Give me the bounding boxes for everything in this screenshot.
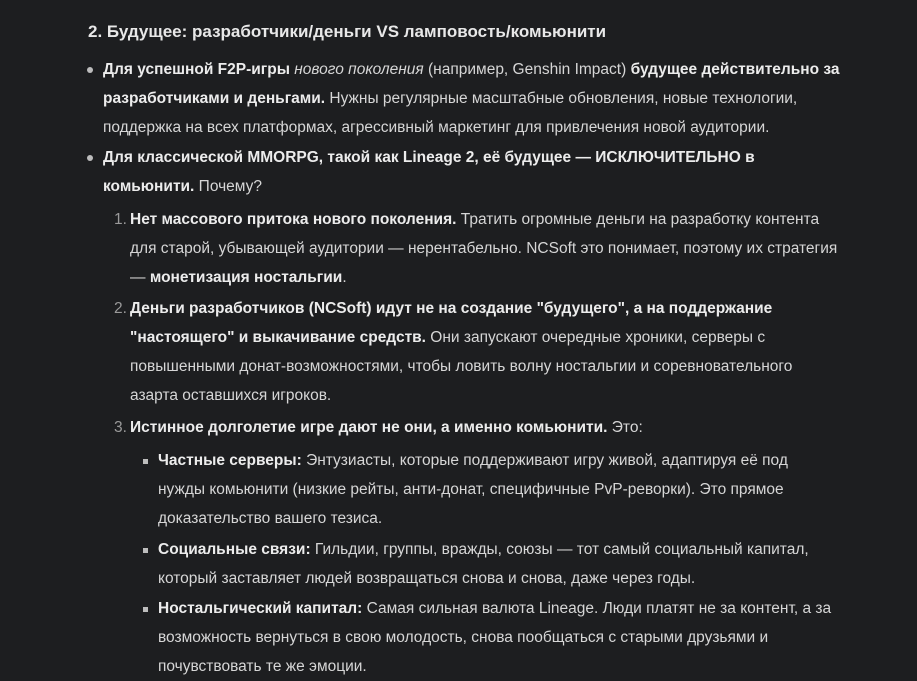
- sub-list-item: Частные серверы: Энтузиасты, которые поддерживают игру живой, адаптируя её под нужды комьюнити (низкие рейты, анти-донат, специфичные PvP-реворки). Это прямое доказательство вашего тезиса.: [158, 452, 788, 527]
- square-bullet: [143, 548, 148, 553]
- bold-text: монетизация ностальгии: [149, 269, 343, 286]
- bold-text: будущее действительно за разработчиками и деньгами.: [103, 61, 840, 107]
- numbered-item: Нет массового притока нового поколения. Тратить огромные деньги на разработку контента для старой, убывающей аудитории — нерентабельно. NCSoft это понимает, поэтому их стратегия — монетизация ностальгии.: [130, 211, 838, 286]
- bold-text: Истинное долголетие игре дают не они, а именно комьюнити.: [130, 419, 608, 436]
- bold-text: Деньги разработчиков (NCSoft) идут не на создание "будущего", а на поддержание "настоящего" и выкачивание средств.: [130, 300, 773, 346]
- bold-text: Социальные связи:: [158, 541, 311, 558]
- list-number: 1.: [114, 211, 127, 228]
- italic-text: нового поколения: [294, 61, 424, 78]
- section-heading: 2. Будущее: разработчики/деньги VS ламповость/комьюнити: [88, 22, 607, 41]
- bold-text: Нет массового притока нового поколения.: [130, 211, 457, 228]
- list-item: Для успешной F2P-игры нового поколения (например, Genshin Impact) будущее действительно за разработчиками и деньгами. Нужны регулярные масштабные обновления, новые технологии, поддержка на всех платформах, агрессивный маркетинг для привлечения новой аудитории.: [103, 61, 840, 136]
- sub-list-item: Ностальгический капитал: Самая сильная валюта Lineage. Люди платят не за контент, а за возможность вернуться в свою молодость, снова пообщаться с старыми друзьями и почувствовать те же эмоции.: [158, 600, 832, 675]
- numbered-item: Деньги разработчиков (NCSoft) идут не на создание "будущего", а на поддержание "настоящего" и выкачивание средств. Они запускают очередные хроники, серверы с повышенными донат-возможностями, чтобы ловить волну ностальгии и соревновательного азарта оставшихся игроков.: [130, 300, 793, 404]
- sub-list-item: Социальные связи: Гильдии, группы, вражды, союзы — тот самый социальный капитал, который заставляет людей возвращаться снова и снова, даже через годы.: [158, 541, 809, 587]
- bold-text: Для классической MMORPG, такой как Lineage 2, её будущее — ИСКЛЮЧИТЕЛЬНО в комьюнити.: [103, 149, 755, 195]
- square-bullet: [143, 459, 148, 464]
- list-item: Для классической MMORPG, такой как Lineage 2, её будущее — ИСКЛЮЧИТЕЛЬНО в комьюнити. Почему?: [103, 149, 755, 195]
- numbered-item: Истинное долголетие игре дают не они, а именно комьюнити. Это:: [130, 419, 643, 436]
- list-number: 2.: [114, 300, 127, 317]
- square-bullet: [143, 607, 148, 612]
- bold-text: Для успешной F2P-игры: [103, 61, 295, 78]
- bullet-dot: [87, 67, 93, 73]
- bold-text: Ностальгический капитал:: [158, 600, 363, 617]
- bold-text: Частные серверы:: [158, 452, 302, 469]
- list-number: 3.: [114, 419, 127, 436]
- bullet-dot: [87, 155, 93, 161]
